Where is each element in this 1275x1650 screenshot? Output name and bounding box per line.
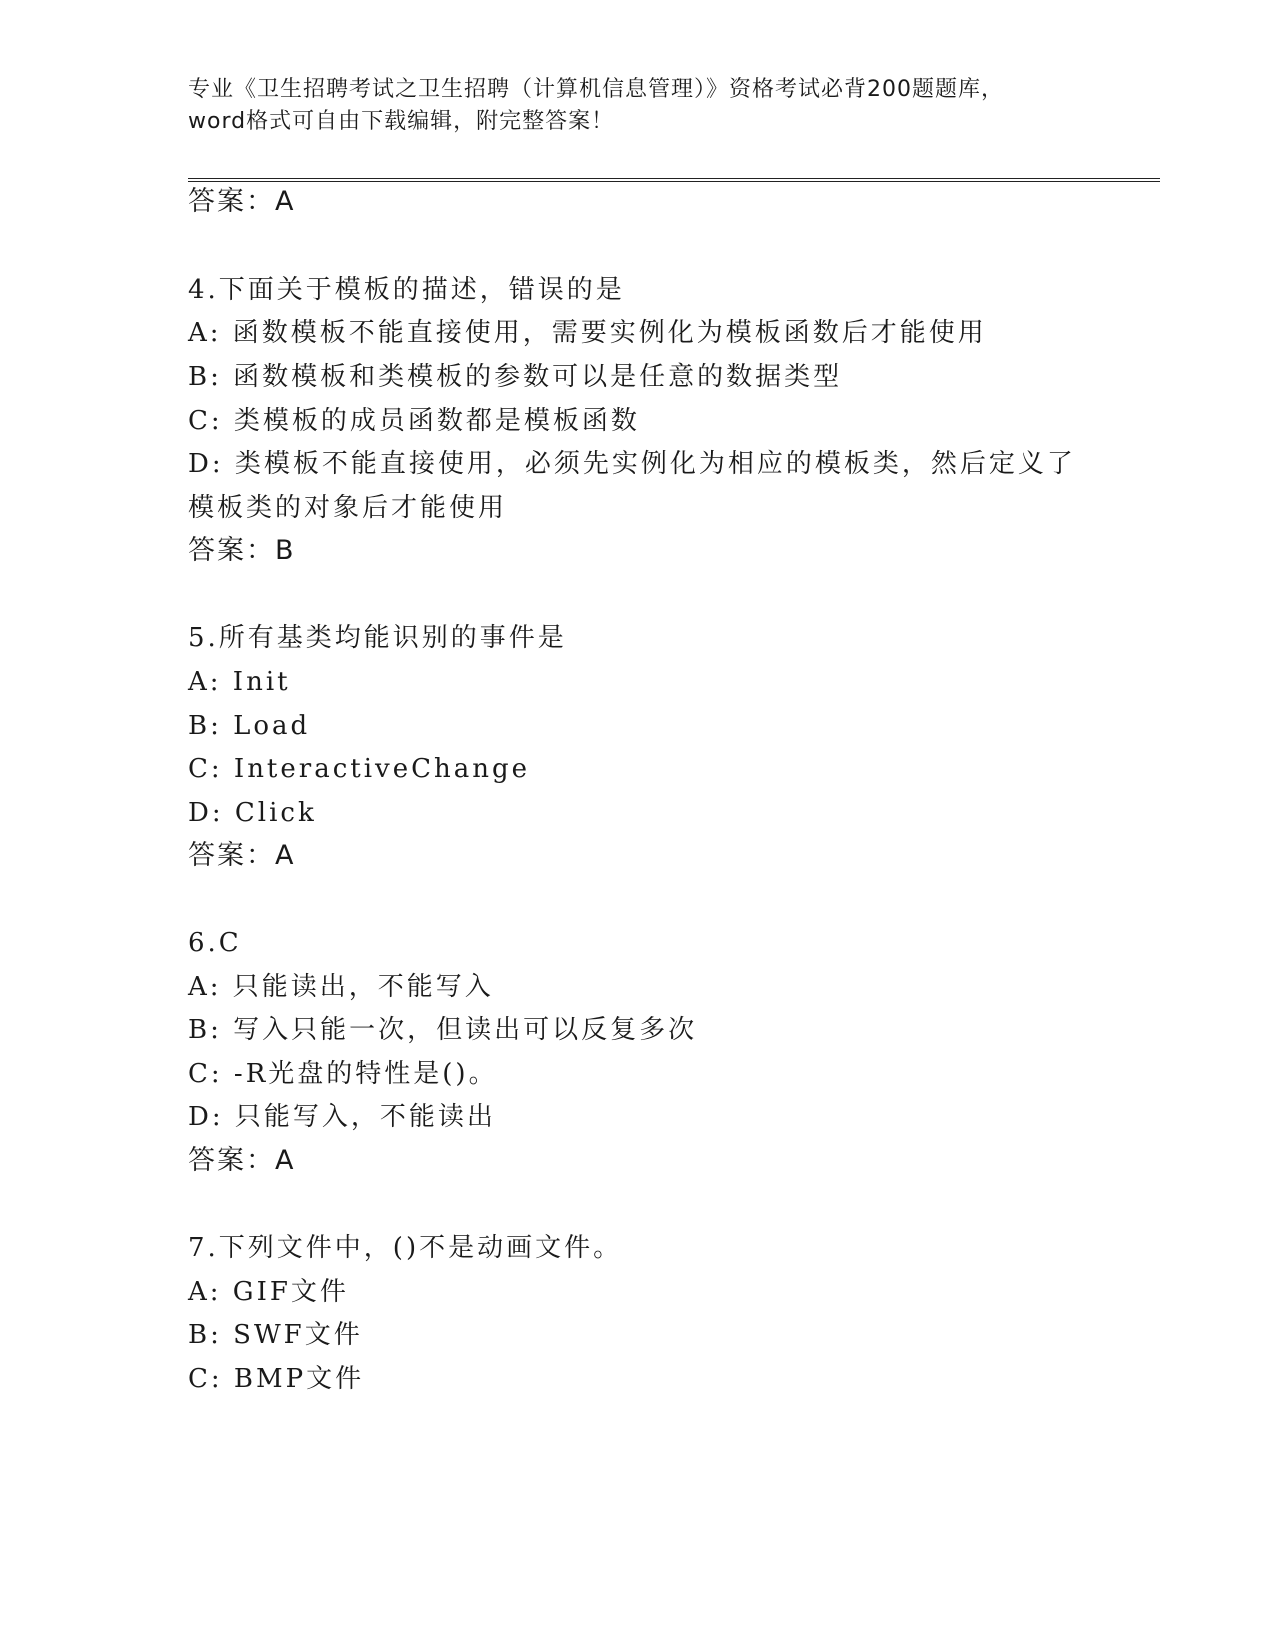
header-line-1: 专业《卫生招聘考试之卫生招聘（计算机信息管理）》资格考试必背200题题库， <box>188 77 1004 102</box>
question-4: 4.下面关于模板的描述，错误的是 <box>188 275 625 305</box>
q4-option-d: D: 类模板不能直接使用，必须先实例化为相应的模板类，然后定义了 <box>188 449 1076 479</box>
q4-answer: 答案：B <box>188 535 296 566</box>
question-6: 6.C <box>188 928 242 958</box>
q6-answer: 答案：A <box>188 1145 296 1176</box>
q5-answer: 答案：A <box>188 840 296 871</box>
q4-option-d-continued: 模板类的对象后才能使用 <box>188 493 508 523</box>
q4-option-c: C: 类模板的成员函数都是模板函数 <box>188 406 640 436</box>
q4-option-a: A: 函数模板不能直接使用，需要实例化为模板函数后才能使用 <box>188 318 987 348</box>
q7-option-c: C: BMP文件 <box>188 1364 365 1394</box>
q7-option-a: A: GIF文件 <box>188 1277 349 1307</box>
question-7: 7.下列文件中，()不是动画文件。 <box>188 1233 623 1263</box>
q4-option-b: B: 函数模板和类模板的参数可以是任意的数据类型 <box>188 362 843 392</box>
answer-top: 答案：A <box>188 186 296 217</box>
q5-option-d: D: Click <box>188 798 317 828</box>
header-divider <box>188 178 1160 182</box>
header-line-2: word格式可自由下载编辑，附完整答案！ <box>188 109 615 134</box>
document-header <box>188 74 1088 138</box>
q6-option-a: A: 只能读出，不能写入 <box>188 972 494 1002</box>
q7-option-b: B: SWF文件 <box>188 1320 363 1350</box>
q5-option-b: B: Load <box>188 711 311 741</box>
q5-option-a: A: Init <box>188 667 291 697</box>
question-5: 5.所有基类均能识别的事件是 <box>188 623 567 653</box>
q6-option-b: B: 写入只能一次，但读出可以反复多次 <box>188 1015 698 1045</box>
q6-option-d: D: 只能写入，不能读出 <box>188 1102 496 1132</box>
q5-option-c: C: InteractiveChange <box>188 754 531 784</box>
q6-option-c: C: -R光盘的特性是()。 <box>188 1059 498 1089</box>
